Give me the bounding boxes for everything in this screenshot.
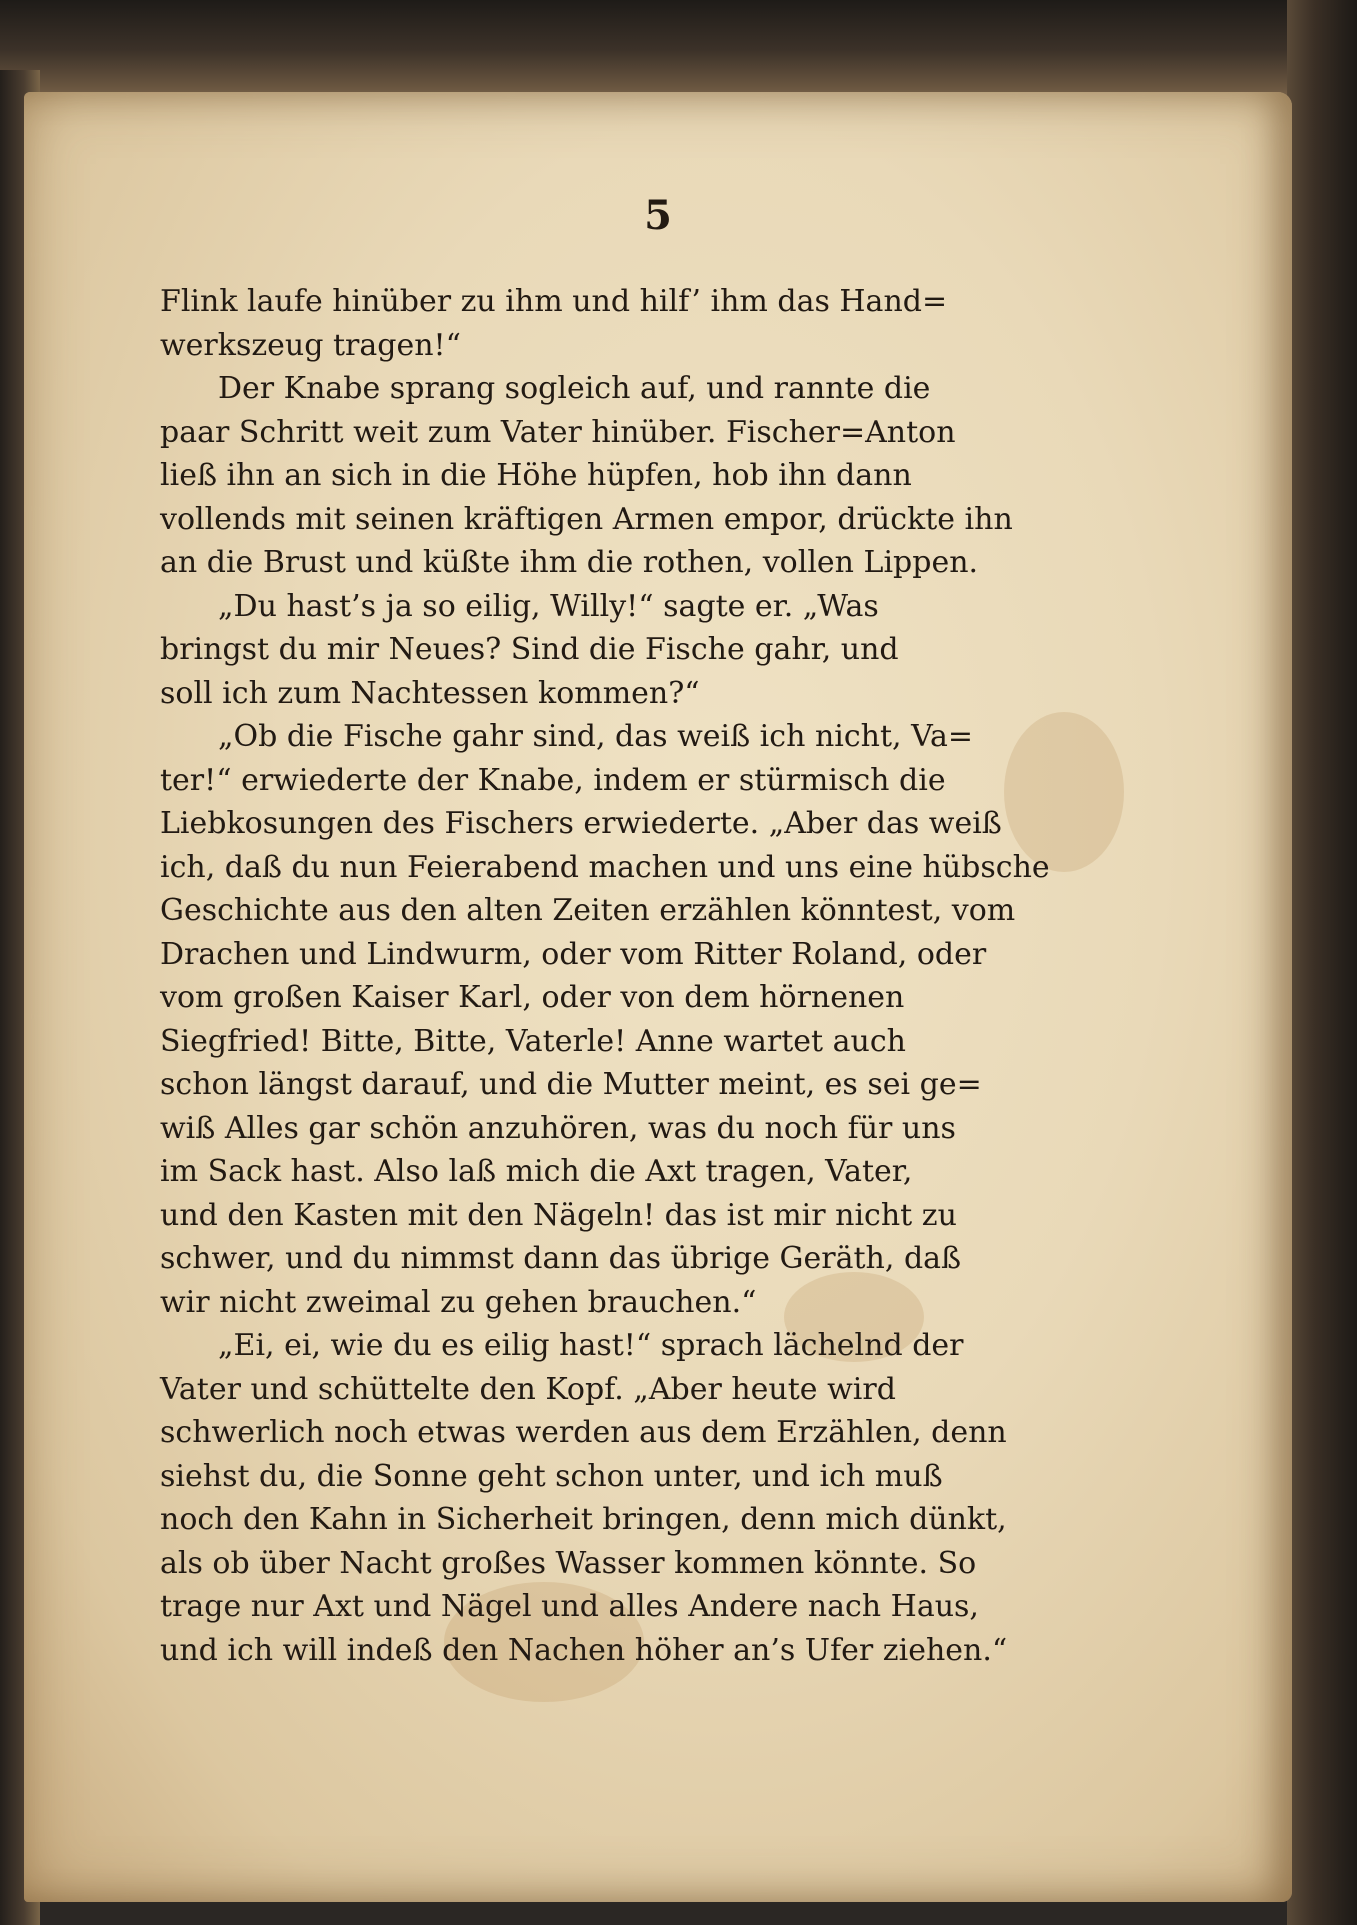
text-line: schwerlich noch etwas werden aus dem Erzählen, denn bbox=[160, 1415, 1007, 1450]
text-line: als ob über Nacht großes Wasser kommen könnte. So bbox=[160, 1545, 977, 1581]
text-line: ließ ihn an sich in die Höhe hüpfen, hob ihn dann bbox=[160, 458, 912, 493]
text-line: und den Kasten mit den Nägeln! das ist mir nicht zu bbox=[160, 1197, 957, 1233]
text-line: werkszeug tragen!“ bbox=[160, 327, 461, 363]
text-line: Liebkosungen des Fischers erwiederte. „Aber das weiß bbox=[160, 806, 1002, 841]
text-line: Siegfried! Bitte, Bitte, Vaterle! Anne wartet auch bbox=[160, 1023, 906, 1059]
text-line: bringst du mir Neues? Sind die Fische gahr, und bbox=[160, 632, 899, 667]
text-line: schon längst darauf, und die Mutter meint, es sei ge= bbox=[160, 1067, 982, 1102]
text-line: und ich will indeß den Nachen höher an’s Ufer ziehen.“ bbox=[160, 1632, 1008, 1668]
text-line: schwer, und du nimmst dann das übrige Geräth, daß bbox=[160, 1241, 962, 1276]
text-line: wiß Alles gar schön anzuhören, was du noch für uns bbox=[160, 1110, 956, 1146]
text-line: Der Knabe sprang sogleich auf, und rannte die bbox=[218, 371, 931, 406]
text-line: „Ob die Fische gahr sind, das weiß ich nicht, Va= bbox=[218, 719, 974, 754]
book-right-cover-edge bbox=[1287, 0, 1357, 1925]
text-line: „Du hast’s ja so eilig, Willy!“ sagte er. „Was bbox=[218, 588, 879, 624]
text-line: wir nicht zweimal zu gehen brauchen.“ bbox=[160, 1284, 757, 1320]
book-page bbox=[24, 92, 1292, 1902]
text-line: ich, daß du nun Feierabend machen und uns eine hübsche bbox=[160, 849, 1050, 885]
text-line: siehst du, die Sonne geht schon unter, und ich muß bbox=[160, 1458, 943, 1494]
text-line: „Ei, ei, wie du es eilig hast!“ sprach lächelnd der bbox=[218, 1328, 964, 1363]
text-line: soll ich zum Nachtessen kommen?“ bbox=[160, 675, 700, 711]
text-line: vom großen Kaiser Karl, oder von dem hörnenen bbox=[160, 980, 905, 1015]
page-number: 5 bbox=[644, 192, 672, 239]
text-line: ter!“ erwiederte der Knabe, indem er stürmisch die bbox=[160, 762, 946, 798]
text-line: Vater und schüttelte den Kopf. „Aber heute wird bbox=[160, 1371, 896, 1407]
text-line: vollends mit seinen kräftigen Armen empor, drückte ihn bbox=[160, 501, 1013, 537]
page-body-text bbox=[160, 280, 1160, 1672]
text-line: trage nur Axt und Nägel und alles Andere nach Haus, bbox=[160, 1589, 979, 1624]
text-line: Flink laufe hinüber zu ihm und hilf’ ihm das Hand= bbox=[160, 284, 948, 319]
text-line: Geschichte aus den alten Zeiten erzählen könntest, vom bbox=[160, 893, 1016, 928]
text-line: an die Brust und küßte ihm die rothen, vollen Lippen. bbox=[160, 545, 979, 580]
text-line: paar Schritt weit zum Vater hinüber. Fischer=Anton bbox=[160, 414, 956, 450]
text-line: Drachen und Lindwurm, oder vom Ritter Roland, oder bbox=[160, 936, 987, 972]
text-line: im Sack hast. Also laß mich die Axt tragen, Vater, bbox=[160, 1154, 913, 1189]
text-line: noch den Kahn in Sicherheit bringen, denn mich dünkt, bbox=[160, 1502, 1007, 1537]
